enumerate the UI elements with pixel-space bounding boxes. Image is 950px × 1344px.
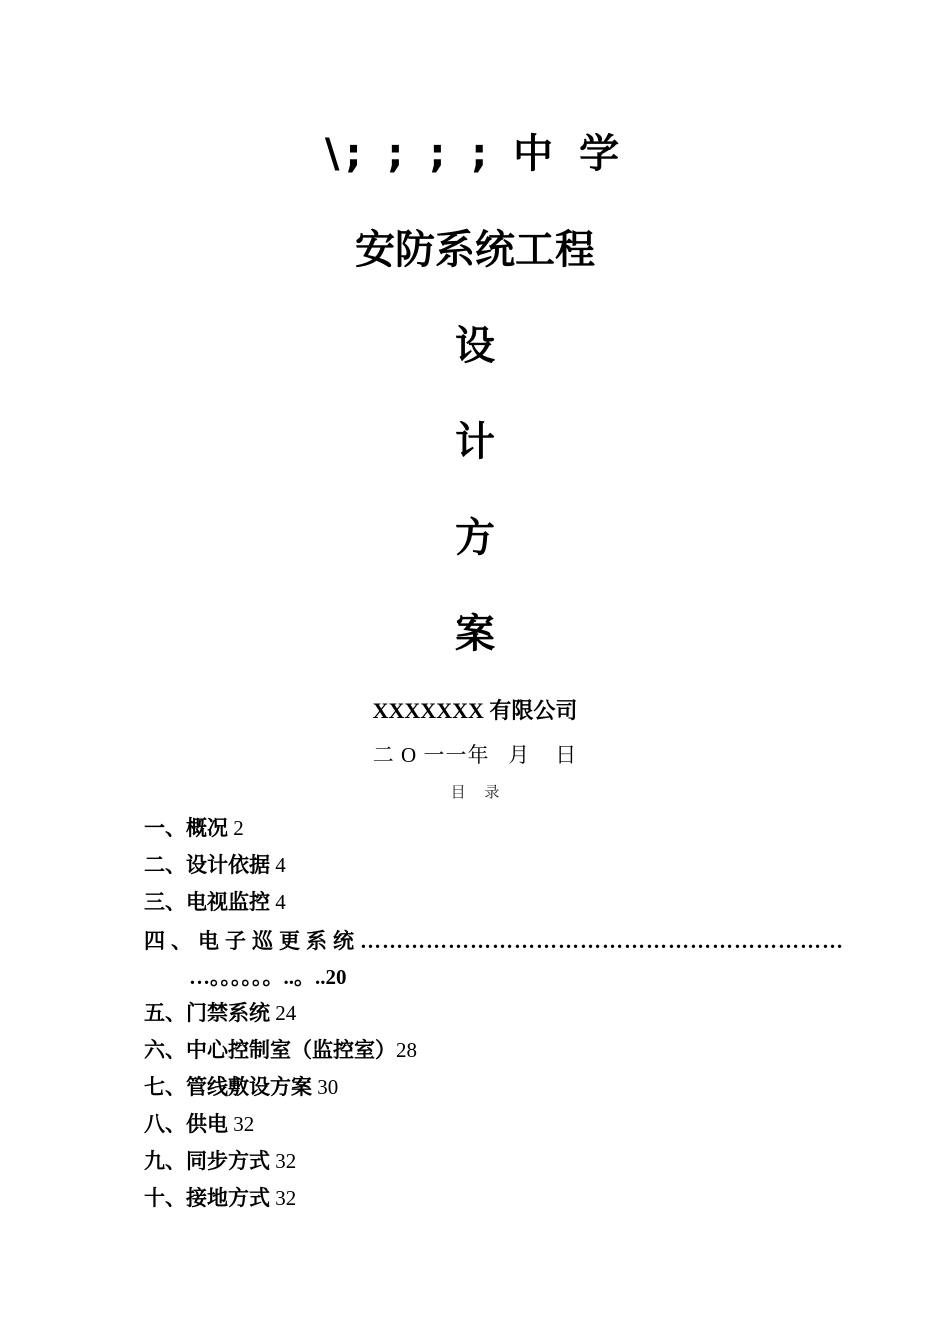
toc-entry[interactable] [144, 886, 824, 923]
document-date: 二 O 一一年 月 日 [372, 743, 578, 767]
cover-title-school: \; ; ; ; 中 学 [324, 131, 626, 177]
toc-entry-page: 32 [228, 1112, 255, 1136]
toc-entry[interactable] [144, 997, 824, 1034]
toc-entry-label: 三、电视监控 [144, 890, 270, 914]
toc-entry[interactable] [144, 1182, 824, 1219]
toc-entry-label: 二、设计依据 [144, 853, 270, 877]
toc-entry-label: 六、中心控制室（监控室） [144, 1038, 396, 1062]
toc-entry-label: 八、供电 [144, 1112, 228, 1136]
toc-entry-page: 24 [270, 1001, 297, 1025]
cover-title-char-2: 计 [455, 419, 495, 465]
cover-title-project: 安防系统工程 [355, 227, 595, 273]
table-of-contents [144, 812, 844, 1219]
toc-entry-label: 五、门禁系统 [144, 1001, 270, 1025]
toc-entry-page: 4 [270, 853, 286, 877]
cover-title-char-4: 案 [455, 611, 495, 657]
cover-title-char-3: 方 [455, 515, 495, 561]
toc-entry-label: 十、接地方式 [144, 1186, 270, 1210]
toc-entry-page: 28 [396, 1038, 417, 1062]
toc-entry[interactable] [144, 1071, 824, 1108]
toc-entry-page: 2 [228, 816, 244, 840]
toc-entry-page: 32 [270, 1149, 297, 1173]
toc-entry-page: 32 [270, 1186, 297, 1210]
toc-entry[interactable] [144, 812, 824, 849]
toc-entry[interactable] [144, 1108, 824, 1145]
toc-heading: 目 录 [450, 785, 500, 801]
toc-entry[interactable] [144, 1034, 824, 1071]
cover-title-char-1: 设 [455, 323, 495, 369]
toc-entry-label: 七、管线敷设方案 [144, 1075, 312, 1099]
toc-entry-label: 四、电子巡更系统 [144, 929, 360, 953]
toc-entry-label: 九、同步方式 [144, 1149, 270, 1173]
toc-entry-label: 一、概况 [144, 816, 228, 840]
toc-entry[interactable] [144, 849, 824, 886]
toc-entry-leader: ………………………………………………………… [360, 929, 844, 953]
toc-entry-page: 30 [312, 1075, 339, 1099]
company-name: XXXXXXX 有限公司 [372, 698, 578, 723]
toc-entry-page: 4 [270, 890, 286, 914]
toc-entry[interactable] [144, 1145, 824, 1182]
toc-entry[interactable] [144, 923, 844, 997]
toc-entry-continuation: …。。。。。。..。..20 [189, 965, 347, 989]
